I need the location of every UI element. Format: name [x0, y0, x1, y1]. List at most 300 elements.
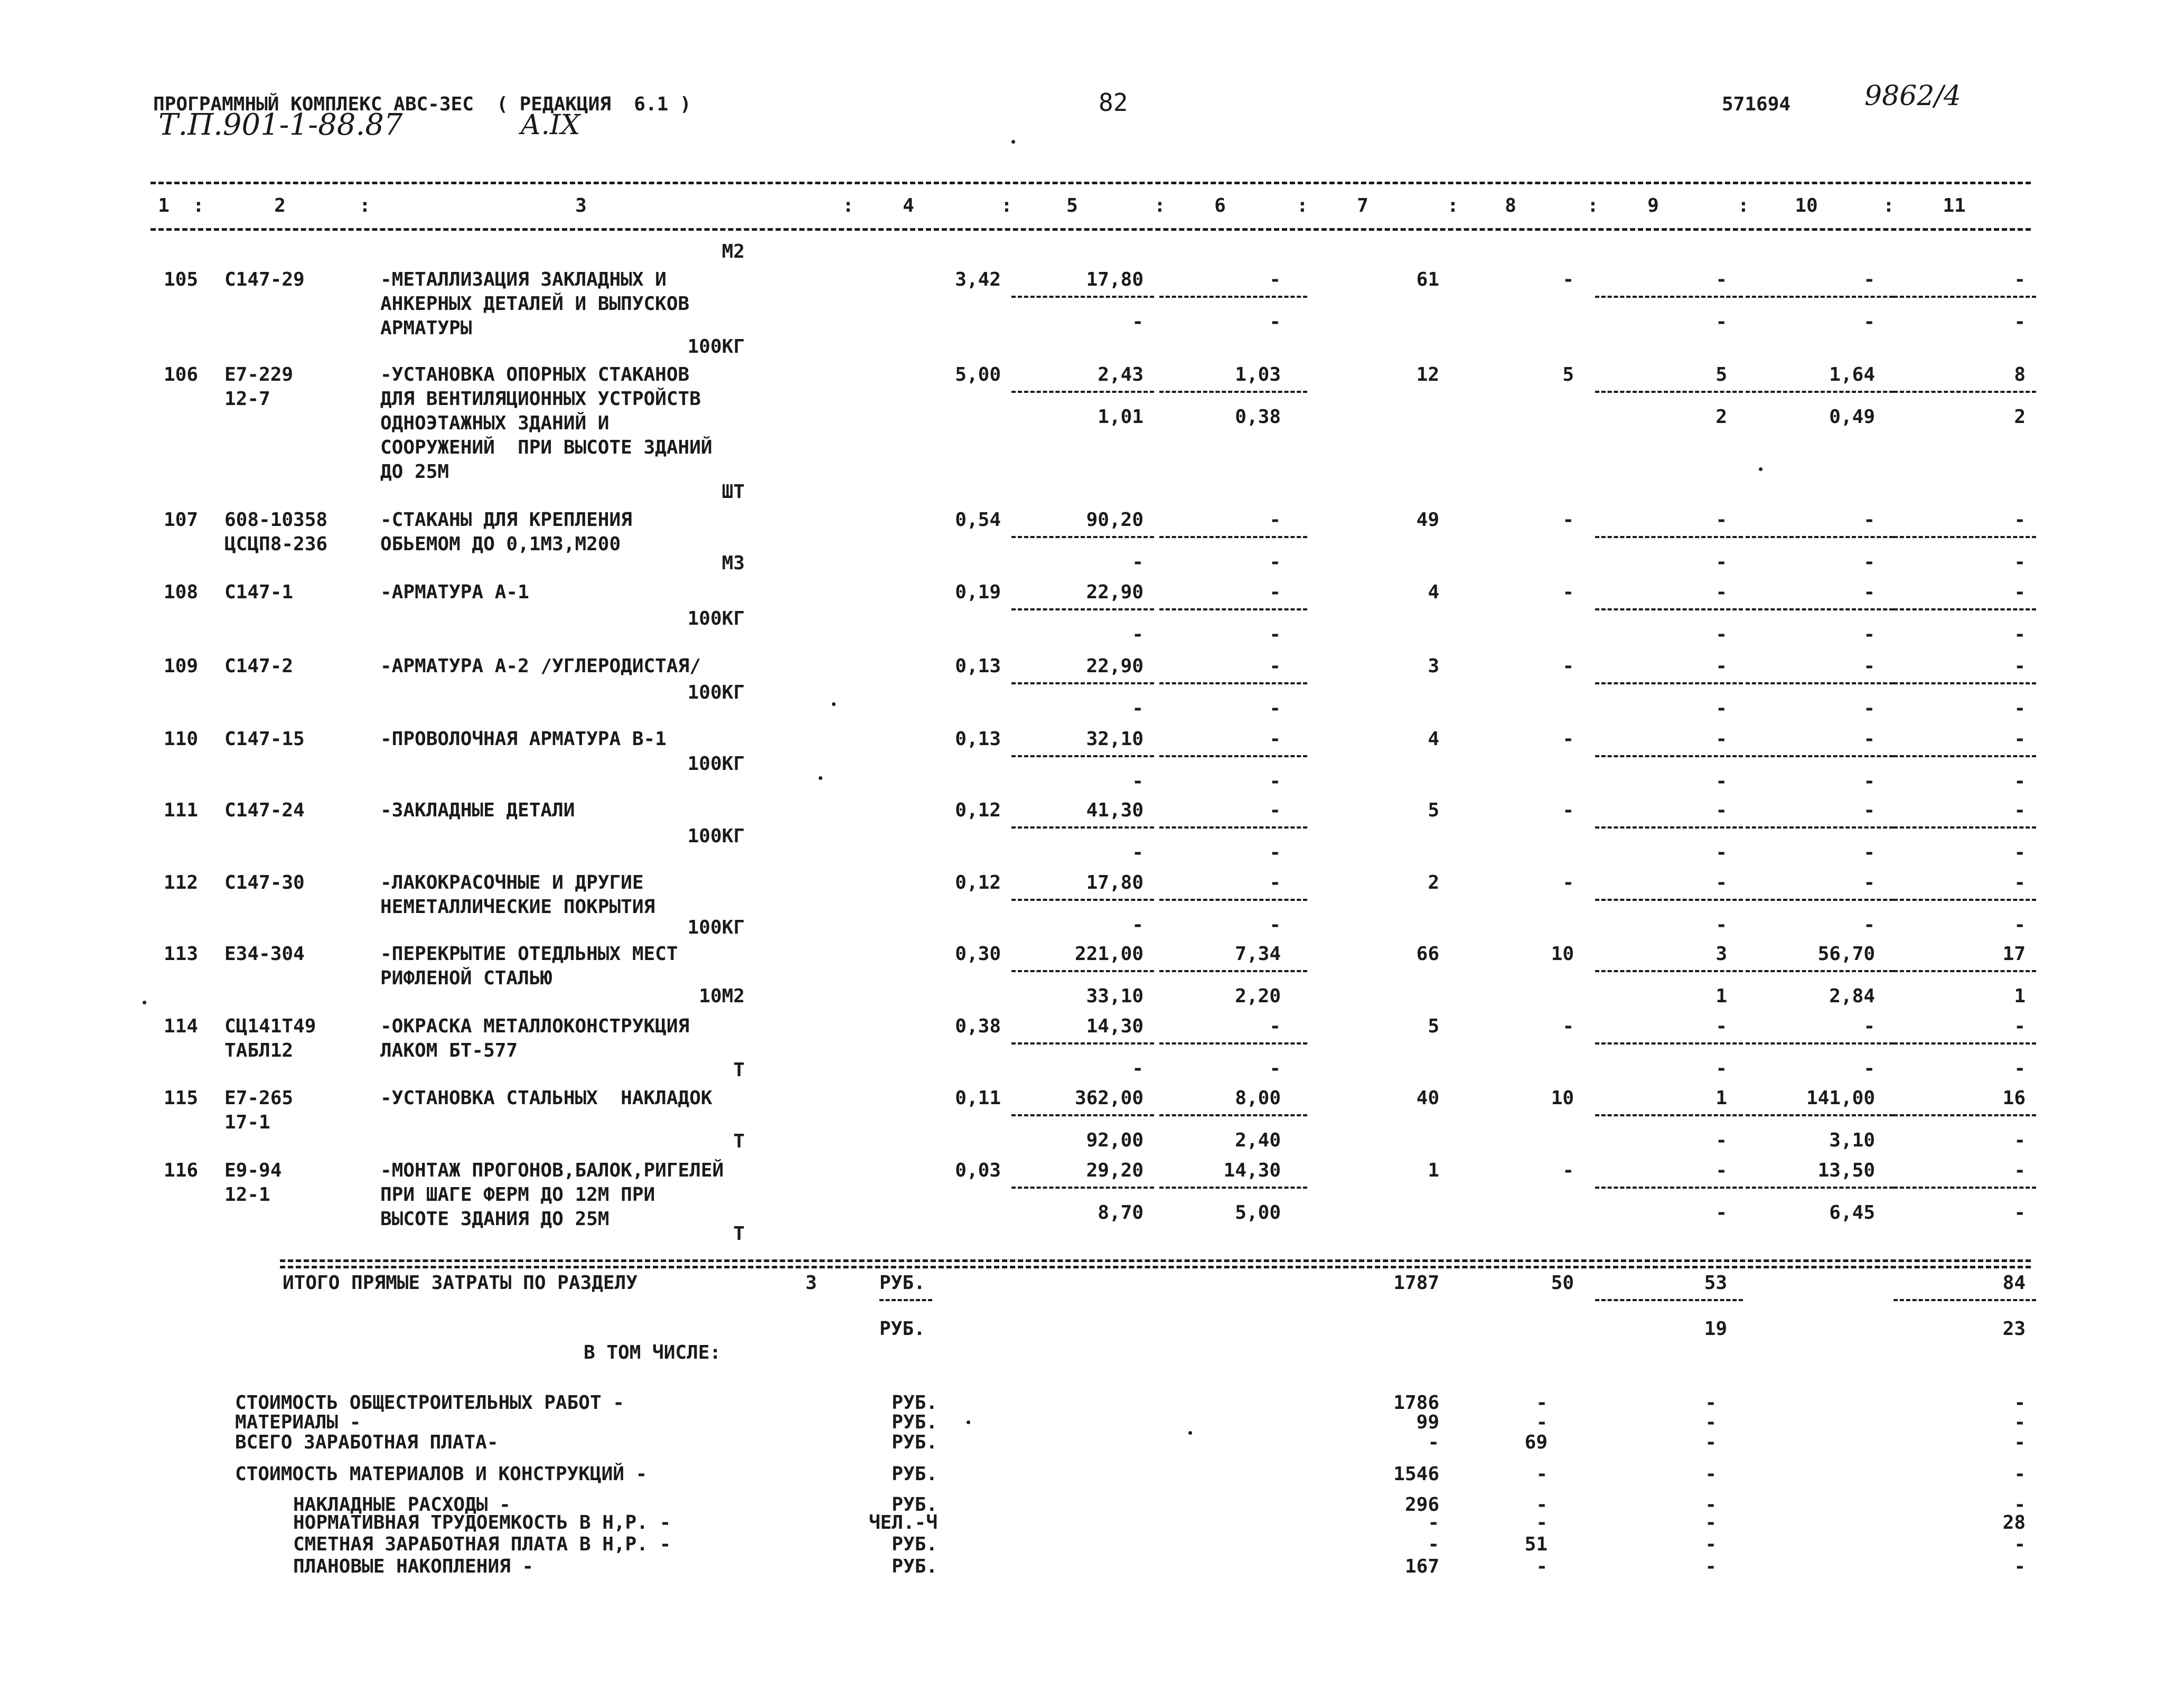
value-c8: -: [1562, 1160, 1574, 1181]
value-c5-lower: -: [1132, 770, 1143, 792]
fraction-rule-c9: [1595, 899, 1743, 901]
summary-c9: -: [1705, 1392, 1717, 1414]
value-c6: -: [1269, 655, 1281, 677]
work-description: -АРМАТУРА А-1: [380, 581, 529, 603]
value-c5: 22,90: [1086, 581, 1143, 603]
fraction-rule-c9: [1595, 755, 1743, 757]
value-c4: 0,54: [955, 509, 1001, 531]
value-c6: 7,34: [1235, 943, 1281, 965]
fraction-rule-c5: [1011, 682, 1154, 684]
value-c9-lower: -: [1716, 1058, 1727, 1079]
summary-c11: -: [2014, 1392, 2026, 1414]
norm-code: 12-1: [224, 1184, 270, 1206]
value-c7: 61: [1416, 269, 1439, 290]
value-c5: 41,30: [1086, 799, 1143, 821]
row-number: 106: [164, 364, 199, 385]
row-number: 116: [164, 1160, 199, 1181]
value-c9: -: [1716, 655, 1727, 677]
fraction-rule-c6: [1159, 608, 1307, 610]
total-c9: 53: [1704, 1272, 1727, 1294]
total-c9-lower: 19: [1704, 1318, 1727, 1340]
work-description: -УСТАНОВКА СТАЛЬНЫХ НАКЛАДОК: [380, 1087, 713, 1109]
work-description: СООРУЖЕНИЙ ПРИ ВЫСОТЕ ЗДАНИЙ: [380, 437, 713, 458]
summary-c11: -: [2014, 1556, 2026, 1577]
norm-code: 17-1: [224, 1112, 270, 1133]
column-number-8: 8: [1505, 195, 1516, 217]
summary-label: НОРМАТИВНАЯ ТРУДОЕМКОСТЬ В Н,Р. -: [293, 1512, 671, 1534]
total-unit-lower: РУБ.: [879, 1318, 925, 1340]
fraction-rule-c11: [1894, 1114, 2036, 1116]
value-c11: 17: [2002, 943, 2026, 965]
row-number: 109: [164, 655, 199, 677]
value-c10: -: [1863, 872, 1875, 893]
fraction-rule-c6: [1159, 1187, 1307, 1189]
column-separator: :: [1001, 195, 1013, 217]
norm-code: ЦСЦП8-236: [224, 533, 328, 555]
summary-c11: 28: [2002, 1512, 2026, 1534]
value-c9: -: [1716, 1015, 1727, 1037]
value-c9-lower: -: [1716, 914, 1727, 936]
value-c4: 0,13: [955, 728, 1001, 750]
value-c11-lower: -: [2014, 624, 2026, 645]
column-separator: :: [359, 195, 371, 217]
total-label: ИТОГО ПРЯМЫЕ ЗАТРАТЫ ПО РАЗДЕЛУ: [283, 1272, 638, 1294]
value-c10-lower: -: [1863, 770, 1875, 792]
value-c10-lower: 0,49: [1829, 406, 1875, 428]
value-c9-lower: -: [1716, 311, 1727, 333]
summary-label: СТОИМОСТЬ МАТЕРИАЛОВ И КОНСТРУКЦИЙ -: [235, 1463, 648, 1485]
value-c10: -: [1863, 728, 1875, 750]
fraction-rule-c9: [1595, 1114, 1743, 1116]
value-c5-lower: -: [1132, 624, 1143, 645]
value-c11: -: [2014, 1160, 2026, 1181]
norm-code: С147-15: [224, 728, 305, 750]
value-c11-lower: -: [2014, 311, 2026, 333]
fraction-rule-c6: [1159, 899, 1307, 901]
row-number: 115: [164, 1087, 199, 1109]
fraction-rule-c10: [1746, 608, 1894, 610]
fraction-rule-c6: [1159, 536, 1307, 538]
work-description: ДО 25М: [380, 461, 449, 483]
value-c8: -: [1562, 269, 1574, 290]
summary-c9: -: [1705, 1494, 1717, 1516]
fraction-rule-c5: [1011, 1114, 1154, 1116]
fraction-rule-c9: [1595, 536, 1743, 538]
value-c5-lower: -: [1132, 842, 1143, 863]
value-c6-lower: 2,20: [1235, 985, 1281, 1007]
total-c8: 50: [1551, 1272, 1574, 1294]
value-c7: 5: [1428, 799, 1439, 821]
work-description: -ПРОВОЛОЧНАЯ АРМАТУРА В-1: [380, 728, 667, 750]
value-c11-lower: -: [2014, 914, 2026, 936]
handwritten-project-number: Т.П.901-1-88.87: [158, 108, 403, 142]
column-number-4: 4: [903, 195, 914, 217]
summary-c7: 99: [1416, 1412, 1439, 1433]
value-c9: -: [1716, 269, 1727, 290]
value-c11: -: [2014, 799, 2026, 821]
value-c10: -: [1863, 269, 1875, 290]
work-description: -ОКРАСКА МЕТАЛЛОКОНСТРУКЦИЯ: [380, 1015, 690, 1037]
value-c9: -: [1716, 1160, 1727, 1181]
value-c5-lower: 1,01: [1098, 406, 1143, 428]
summary-c11: -: [2014, 1412, 2026, 1433]
fraction-rule-c11: [1894, 755, 2036, 757]
column-separator: :: [1297, 195, 1308, 217]
row-number: 113: [164, 943, 199, 965]
value-c8: -: [1562, 655, 1574, 677]
page-number: 82: [1099, 88, 1128, 117]
work-description: -УСТАНОВКА ОПОРНЫХ СТАКАНОВ: [380, 364, 690, 385]
work-description: РИФЛЕНОЙ СТАЛЬЮ: [380, 967, 552, 989]
fraction-rule-c10: [1746, 755, 1894, 757]
fraction-rule-c11: [1894, 536, 2036, 538]
column-number-10: 10: [1795, 195, 1818, 217]
work-description: -МОНТАЖ ПРОГОНОВ,БАЛОК,РИГЕЛЕЙ: [380, 1160, 724, 1181]
value-c4: 3,42: [955, 269, 1001, 290]
fraction-rule-c11: [1894, 608, 2036, 610]
fraction-rule-c6: [1159, 970, 1307, 972]
value-c9-lower: -: [1716, 624, 1727, 645]
value-c11-lower: 2: [2014, 406, 2026, 428]
fraction-rule-c6: [1159, 1042, 1307, 1045]
value-c5: 90,20: [1086, 509, 1143, 531]
norm-code: Е7-265: [224, 1087, 294, 1109]
value-c5-lower: 8,70: [1098, 1202, 1143, 1224]
value-c6-lower: -: [1269, 1058, 1281, 1079]
header-rule-top: [151, 182, 2031, 184]
handwritten-album: А.IX: [520, 109, 580, 141]
value-c10: 141,00: [1806, 1087, 1875, 1109]
summary-c7: -: [1428, 1534, 1439, 1555]
value-c5: 14,30: [1086, 1015, 1143, 1037]
value-c5: 221,00: [1074, 943, 1143, 965]
value-c9-lower: 2: [1716, 406, 1727, 428]
totals-rule-double: [280, 1266, 2031, 1268]
value-c11: -: [2014, 728, 2026, 750]
summary-c7: 1786: [1393, 1392, 1439, 1414]
row-number: 111: [164, 799, 199, 821]
value-c10: -: [1863, 581, 1875, 603]
work-description: -СТАКАНЫ ДЛЯ КРЕПЛЕНИЯ: [380, 509, 632, 531]
value-c8: 5: [1562, 364, 1574, 385]
value-c11-lower: -: [2014, 1130, 2026, 1151]
fraction-rule-c6: [1159, 826, 1307, 829]
value-c8: -: [1562, 872, 1574, 893]
value-c7: 66: [1416, 943, 1439, 965]
value-c9: -: [1716, 799, 1727, 821]
unit-label: М2: [721, 241, 745, 262]
value-c5: 17,80: [1086, 269, 1143, 290]
value-c6: -: [1269, 1015, 1281, 1037]
fraction-rule-c5: [1011, 1042, 1154, 1045]
value-c11: -: [2014, 655, 2026, 677]
totals-rule-top: [280, 1259, 2031, 1262]
value-c6: -: [1269, 269, 1281, 290]
fraction-rule-c5: [1011, 1187, 1154, 1189]
summary-c9: -: [1705, 1463, 1717, 1485]
value-c7: 2: [1428, 872, 1439, 893]
work-description: АНКЕРНЫХ ДЕТАЛЕЙ И ВЫПУСКОВ: [380, 293, 690, 315]
value-c8: -: [1562, 1015, 1574, 1037]
fraction-rule-c11: [1894, 682, 2036, 684]
value-c10-lower: -: [1863, 551, 1875, 573]
summary-label: ВСЕГО ЗАРАБОТНАЯ ПЛАТА-: [235, 1432, 499, 1453]
value-c6-lower: -: [1269, 770, 1281, 792]
summary-c8: 69: [1524, 1432, 1548, 1453]
total-section: 3: [805, 1272, 817, 1294]
value-c4: 5,00: [955, 364, 1001, 385]
summary-c9: -: [1705, 1534, 1717, 1555]
value-c10: 1,64: [1829, 364, 1875, 385]
value-c4: 0,13: [955, 655, 1001, 677]
value-c10-lower: -: [1863, 842, 1875, 863]
fraction-rule-c9: [1595, 608, 1743, 610]
norm-code: 12-7: [224, 388, 270, 410]
fraction-rule-c10: [1746, 682, 1894, 684]
column-separator: :: [1738, 195, 1749, 217]
value-c9-lower: 1: [1716, 985, 1727, 1007]
value-c5: 22,90: [1086, 655, 1143, 677]
value-c11: 8: [2014, 364, 2026, 385]
value-c11: -: [2014, 581, 2026, 603]
value-c10: 13,50: [1817, 1160, 1875, 1181]
summary-unit: РУБ.: [892, 1392, 938, 1414]
norm-code: Е34-304: [224, 943, 305, 965]
fraction-rule-c6: [1159, 682, 1307, 684]
value-c5-lower: 92,00: [1086, 1130, 1143, 1151]
value-c4: 0,11: [955, 1087, 1001, 1109]
fraction-rule-c9: [1595, 1042, 1743, 1045]
fraction-rule-c11: [1894, 1187, 2036, 1189]
value-c4: 0,38: [955, 1015, 1001, 1037]
row-number: 114: [164, 1015, 199, 1037]
norm-code: Е9-94: [224, 1160, 282, 1181]
value-c11-lower: -: [2014, 842, 2026, 863]
summary-unit: РУБ.: [892, 1463, 938, 1485]
value-c9: 3: [1716, 943, 1727, 965]
value-c10: -: [1863, 799, 1875, 821]
value-c7: 4: [1428, 581, 1439, 603]
value-c7: 40: [1416, 1087, 1439, 1109]
fraction-rule-c9: [1595, 682, 1743, 684]
unit-label: 10М2: [699, 985, 745, 1007]
summary-label: ПЛАНОВЫЕ НАКОПЛЕНИЯ -: [293, 1556, 534, 1577]
value-c6-lower: -: [1269, 914, 1281, 936]
fraction-rule-c6: [1159, 391, 1307, 393]
unit-label: Т: [733, 1131, 745, 1152]
column-number-2: 2: [274, 195, 286, 217]
work-description: ОДНОЭТАЖНЫХ ЗДАНИЙ И: [380, 412, 610, 434]
norm-code: 608-10358: [224, 509, 328, 531]
summary-c9: -: [1705, 1512, 1717, 1534]
value-c7: 49: [1416, 509, 1439, 531]
value-c6: -: [1269, 728, 1281, 750]
value-c7: 5: [1428, 1015, 1439, 1037]
value-c6: 1,03: [1235, 364, 1281, 385]
norm-code: С147-30: [224, 872, 305, 893]
summary-unit: РУБ.: [892, 1432, 938, 1453]
program-title: ПРОГРАММНЫЙ КОМПЛЕКС АВС-3ЕС ( РЕДАКЦИЯ 6.1 ): [153, 93, 691, 115]
fraction-rule-c10: [1746, 296, 1894, 298]
unit-label: 100КГ: [687, 825, 745, 847]
value-c10-lower: 6,45: [1829, 1202, 1875, 1224]
value-c8: 10: [1551, 943, 1574, 965]
work-description: -ЛАКОКРАСОЧНЫЕ И ДРУГИЕ: [380, 872, 644, 893]
value-c10: -: [1863, 1015, 1875, 1037]
norm-code: С147-2: [224, 655, 294, 677]
fraction-rule-c11: [1894, 970, 2036, 972]
value-c4: 0,12: [955, 799, 1001, 821]
fraction-rule-c5: [1011, 970, 1154, 972]
speck: [819, 776, 822, 780]
value-c6-lower: 0,38: [1235, 406, 1281, 428]
value-c5-lower: -: [1132, 914, 1143, 936]
value-c9: -: [1716, 581, 1727, 603]
column-number-1: 1: [158, 195, 170, 217]
work-description: ОБЬЕМОМ ДО 0,1М3,М200: [380, 533, 621, 555]
fraction-rule-c11: [1894, 391, 2036, 393]
summary-c7: 1546: [1393, 1463, 1439, 1485]
speck: [832, 702, 836, 706]
value-c11-lower: 1: [2014, 985, 2026, 1007]
row-number: 107: [164, 509, 199, 531]
norm-code: С147-29: [224, 269, 305, 290]
fraction-rule-c10: [1746, 1042, 1894, 1045]
summary-c11: -: [2014, 1463, 2026, 1485]
value-c9-lower: -: [1716, 698, 1727, 719]
value-c8: -: [1562, 799, 1574, 821]
value-c11-lower: -: [2014, 551, 2026, 573]
row-number: 110: [164, 728, 199, 750]
norm-code: С147-1: [224, 581, 294, 603]
speck: [1759, 467, 1763, 471]
value-c8: -: [1562, 509, 1574, 531]
value-c10: -: [1863, 655, 1875, 677]
value-c10-lower: 2,84: [1829, 985, 1875, 1007]
summary-unit: РУБ.: [892, 1412, 938, 1433]
work-description: АРМАТУРЫ: [380, 317, 472, 339]
value-c10: 56,70: [1817, 943, 1875, 965]
fraction-rule-c10: [1746, 899, 1894, 901]
summary-unit: ЧЕЛ.-Ч: [868, 1512, 938, 1534]
value-c8: -: [1562, 728, 1574, 750]
total-c9-rule: [1595, 1299, 1743, 1301]
total-c11-lower: 23: [2002, 1318, 2026, 1340]
handwritten-sheet: 9862/4: [1864, 80, 1961, 112]
fraction-rule-c5: [1011, 826, 1154, 829]
fraction-rule-c5: [1011, 536, 1154, 538]
unit-label: М3: [721, 552, 745, 574]
value-c5-lower: -: [1132, 1058, 1143, 1079]
value-c11: -: [2014, 872, 2026, 893]
work-description: -МЕТАЛЛИЗАЦИЯ ЗАКЛАДНЫХ И: [380, 269, 667, 290]
column-separator: :: [1587, 195, 1599, 217]
value-c11-lower: -: [2014, 698, 2026, 719]
value-c7: 4: [1428, 728, 1439, 750]
fraction-rule-c6: [1159, 296, 1307, 298]
column-number-5: 5: [1066, 195, 1078, 217]
value-c9: 1: [1716, 1087, 1727, 1109]
value-c6-lower: 2,40: [1235, 1130, 1281, 1151]
unit-label: ШТ: [721, 481, 745, 503]
value-c6: -: [1269, 581, 1281, 603]
value-c10-lower: -: [1863, 914, 1875, 936]
summary-c8: -: [1536, 1556, 1548, 1577]
speck: [1188, 1431, 1192, 1435]
column-separator: :: [1154, 195, 1166, 217]
value-c4: 0,12: [955, 872, 1001, 893]
fraction-rule-c10: [1746, 826, 1894, 829]
fraction-rule-c5: [1011, 608, 1154, 610]
value-c6: -: [1269, 509, 1281, 531]
value-c7: 3: [1428, 655, 1439, 677]
value-c7: 12: [1416, 364, 1439, 385]
value-c9-lower: -: [1716, 842, 1727, 863]
value-c6-lower: -: [1269, 842, 1281, 863]
value-c6-lower: -: [1269, 551, 1281, 573]
row-number: 112: [164, 872, 199, 893]
value-c11: -: [2014, 509, 2026, 531]
value-c6: 8,00: [1235, 1087, 1281, 1109]
column-number-7: 7: [1357, 195, 1368, 217]
fraction-rule-c5: [1011, 296, 1154, 298]
fraction-rule-c6: [1159, 1114, 1307, 1116]
value-c10-lower: 3,10: [1829, 1130, 1875, 1151]
work-description: ВЫСОТЕ ЗДАНИЯ ДО 25М: [380, 1208, 610, 1230]
speck: [143, 1001, 146, 1004]
value-c11: -: [2014, 1015, 2026, 1037]
work-description: ЛАКОМ БТ-577: [380, 1040, 518, 1061]
total-c11-rule: [1894, 1299, 2036, 1301]
summary-unit: РУБ.: [892, 1494, 938, 1516]
value-c8: -: [1562, 581, 1574, 603]
fraction-rule-c5: [1011, 899, 1154, 901]
fraction-rule-c11: [1894, 899, 2036, 901]
norm-code: СЦ141Т49: [224, 1015, 316, 1037]
summary-c9: -: [1705, 1432, 1717, 1453]
value-c11: 16: [2002, 1087, 2026, 1109]
value-c5-lower: -: [1132, 551, 1143, 573]
value-c9-lower: -: [1716, 770, 1727, 792]
value-c6: -: [1269, 872, 1281, 893]
value-c5: 362,00: [1074, 1087, 1143, 1109]
column-number-9: 9: [1647, 195, 1659, 217]
column-number-6: 6: [1214, 195, 1226, 217]
fraction-rule-c11: [1894, 1042, 2036, 1045]
fraction-rule-c5: [1011, 755, 1154, 757]
summary-c8: -: [1536, 1494, 1548, 1516]
summary-c9: -: [1705, 1556, 1717, 1577]
value-c10-lower: -: [1863, 1058, 1875, 1079]
fraction-rule-c9: [1595, 826, 1743, 829]
header-rule-bottom: [151, 228, 2031, 231]
value-c5: 2,43: [1098, 364, 1143, 385]
row-number: 105: [164, 269, 199, 290]
value-c6: 14,30: [1223, 1160, 1281, 1181]
work-description: -ЗАКЛАДНЫЕ ДЕТАЛИ: [380, 799, 575, 821]
value-c11-lower: -: [2014, 770, 2026, 792]
unit-label: 100КГ: [687, 336, 745, 358]
fraction-rule-c9: [1595, 296, 1743, 298]
fraction-rule-c11: [1894, 296, 2036, 298]
fraction-rule-c10: [1746, 536, 1894, 538]
summary-label: СТОИМОСТЬ ОБЩЕСТРОИТЕЛЬНЫХ РАБОТ -: [235, 1392, 624, 1414]
summary-unit: РУБ.: [892, 1534, 938, 1555]
column-number-3: 3: [575, 195, 587, 217]
value-c5-lower: -: [1132, 311, 1143, 333]
value-c6-lower: 5,00: [1235, 1202, 1281, 1224]
value-c10-lower: -: [1863, 698, 1875, 719]
